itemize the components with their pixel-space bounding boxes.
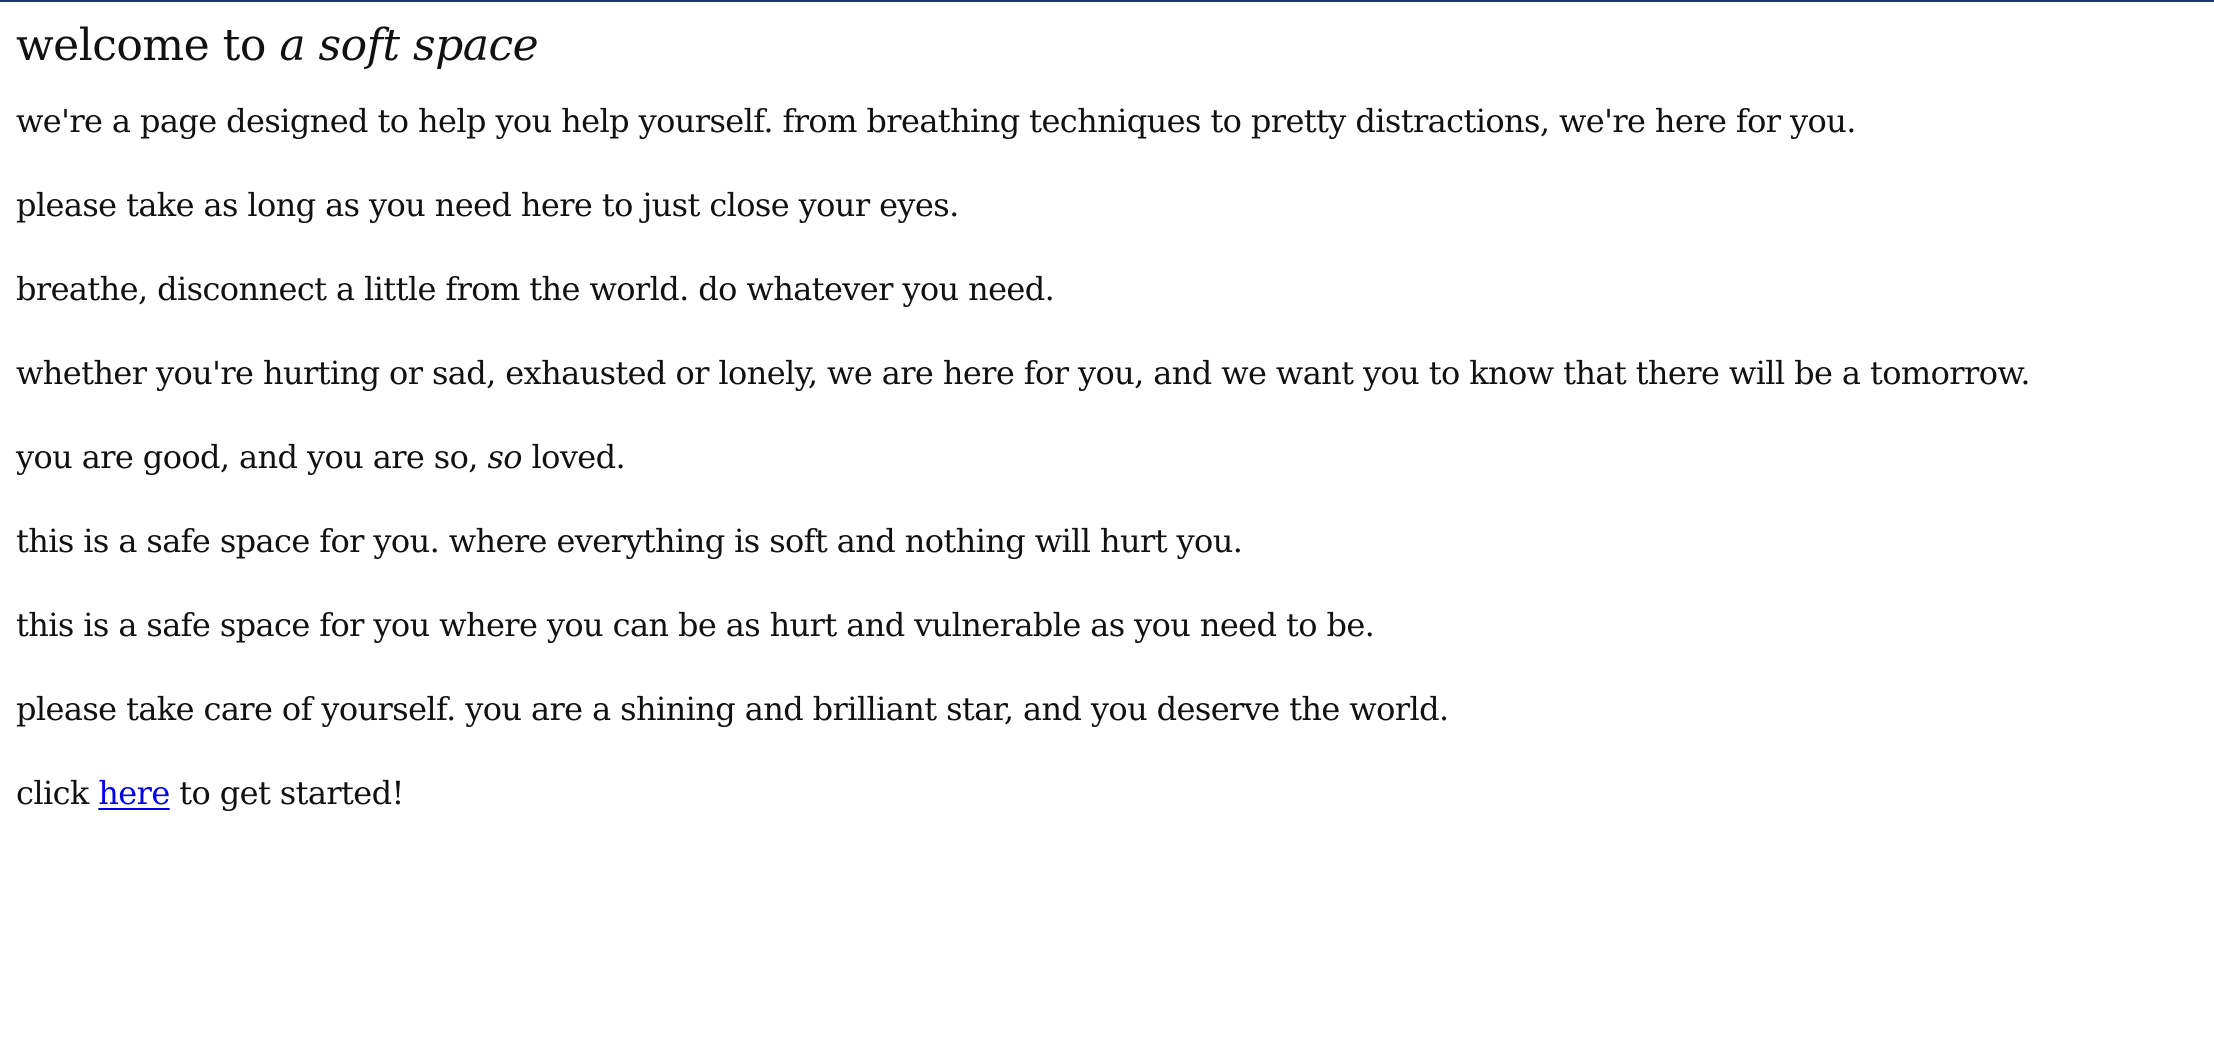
page-title-emphasis: a soft space <box>279 20 539 71</box>
message-body <box>16 102 2198 812</box>
safe-space-paragraph: this is a safe space for you. where everything is soft and nothing will hurt you. <box>16 522 1243 560</box>
close-eyes-paragraph: please take as long as you need here to just close your eyes. <box>16 186 959 224</box>
intro-paragraph: we're a page designed to help you help yourself. from breathing techniques to pretty distractions, we're here for you. <box>16 102 1856 140</box>
tomorrow-paragraph: whether you're hurting or sad, exhausted or lonely, we are here for you, and we want you to know that there will be a tomorrow. <box>16 354 2030 392</box>
get-started-paragraph <box>16 774 2198 812</box>
breathe-paragraph: breathe, disconnect a little from the world. do whatever you need. <box>16 270 1055 308</box>
cta-before: click <box>16 774 99 812</box>
cta-after: to get started! <box>169 774 404 812</box>
loved-emphasis: so <box>487 438 522 476</box>
page-title <box>16 2 2198 70</box>
loved-after: loved. <box>521 438 626 476</box>
vulnerable-paragraph: this is a safe space for you where you can be as hurt and vulnerable as you need to be. <box>16 606 1375 644</box>
loved-before: you are good, and you are so, <box>16 438 488 476</box>
get-started-link[interactable]: here <box>98 774 170 812</box>
page-title-prefix: welcome to <box>16 20 280 71</box>
take-care-paragraph: please take care of yourself. you are a shining and brilliant star, and you deserve the world. <box>16 690 1449 728</box>
loved-paragraph <box>16 438 2198 476</box>
page <box>0 2 2214 1056</box>
